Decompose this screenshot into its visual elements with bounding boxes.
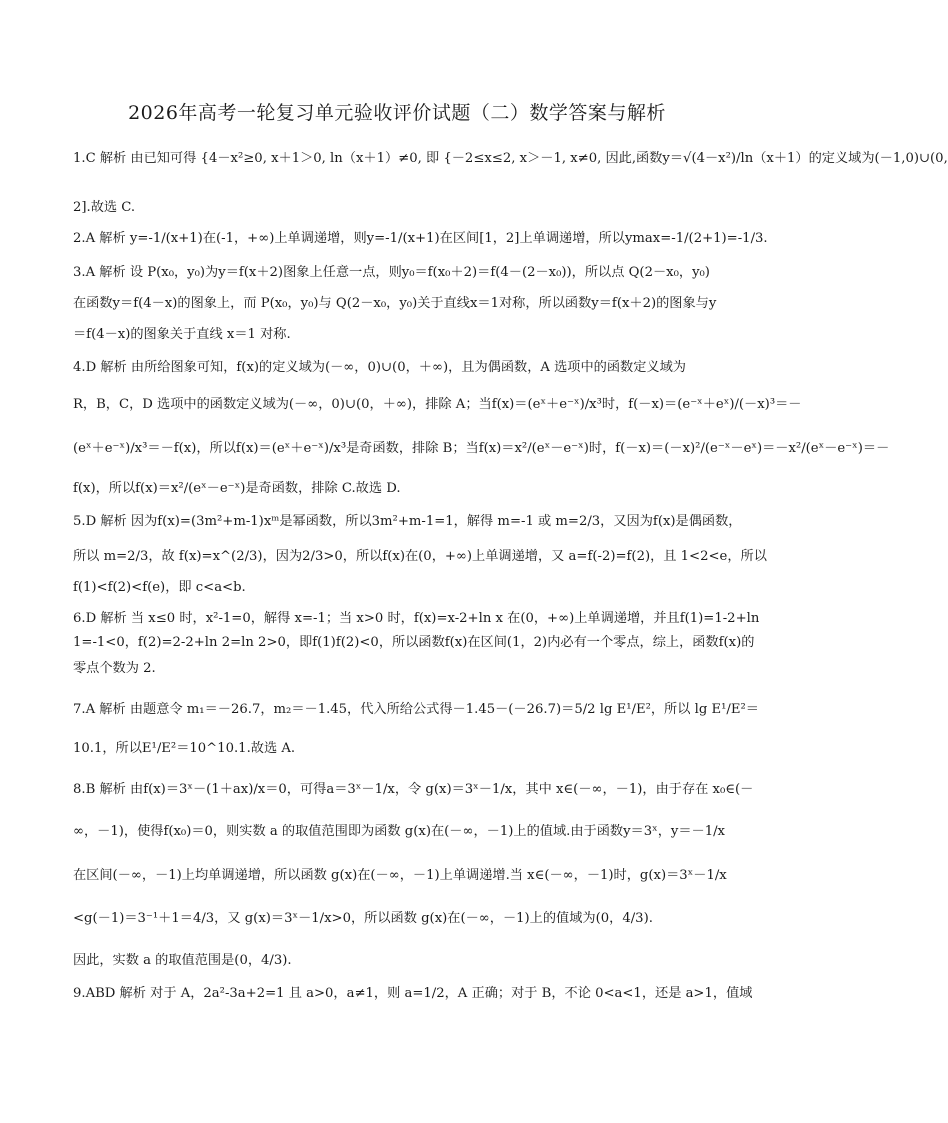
answer-6-line-3: 零点个数为 2. (73, 661, 156, 676)
page-title: 2026年高考一轮复习单元验收评价试题（二）数学答案与解析 (128, 102, 666, 124)
answer-4-line-4: f(x)，所以f(x)＝x²/(eˣ－e⁻ˣ)是奇函数，排除 C.故选 D. (73, 481, 401, 496)
answer-5-line-3: f(1)<f(2)<f(e)，即 c<a<b. (73, 580, 246, 595)
answer-3-line-3: ＝f(4－x)的图象关于直线 x＝1 对称. (73, 327, 291, 342)
answer-7-line-1: 7.A 解析 由题意令 m₁＝－26.7，m₂＝－1.45，代入所给公式得－1.45－(－26.7)＝5/2 lg E¹/E²，所以 lg E¹/E²＝ (73, 702, 759, 717)
answer-1-line-1: 1.C 解析 由已知可得 {4－x²≥0, x＋1＞0, ln（x＋1）≠0, 即 {－2≤x≤2, x＞－1, x≠0, 因此,函数y＝√(4－x²)/ln（x＋1）的定义域为(－1,0)∪(0, (73, 151, 948, 166)
answer-5-line-1: 5.D 解析 因为f(x)=(3m²+m-1)xᵐ是幂函数，所以3m²+m-1=1，解得 m=-1 或 m=2/3，又因为f(x)是偶函数， (73, 514, 742, 529)
answer-4-line-2: R，B，C，D 选项中的函数定义域为(－∞，0)∪(0，＋∞)，排除 A；当f(x)＝(eˣ＋e⁻ˣ)/x³时，f(－x)＝(e⁻ˣ＋eˣ)/(－x)³＝－ (73, 397, 802, 412)
answer-3-line-2: 在函数y＝f(4－x)的图象上，而 P(x₀，y₀)与 Q(2－x₀，y₀)关于直线x＝1对称，所以函数y＝f(x＋2)的图象与y (73, 296, 717, 311)
answer-7-line-2: 10.1，所以E¹/E²＝10^10.1.故选 A. (73, 741, 296, 756)
answer-4-line-1: 4.D 解析 由所给图象可知，f(x)的定义域为(－∞，0)∪(0，＋∞)，且为偶函数，A 选项中的函数定义域为 (73, 360, 686, 375)
answer-8-line-5: 因此，实数 a 的取值范围是(0，4/3). (73, 953, 292, 968)
answer-8-line-1: 8.B 解析 由f(x)＝3ˣ－(1＋ax)/x＝0，可得a＝3ˣ－1/x，令 g(x)＝3ˣ－1/x，其中 x∈(－∞，－1)，由于存在 x₀∈(－ (73, 782, 754, 797)
answer-2-line-1: 2.A 解析 y=-1/(x+1)在(-1，+∞)上单调递增，则y=-1/(x+1)在区间[1，2]上单调递增，所以ymax=-1/(2+1)=-1/3. (73, 231, 768, 246)
answer-6-line-1: 6.D 解析 当 x≤0 时，x²-1=0，解得 x=-1；当 x>0 时，f(x)=x-2+ln x 在(0，+∞)上单调递增，并且f(1)=1-2+ln (73, 611, 760, 626)
answer-8-line-4: <g(－1)＝3⁻¹＋1＝4/3，又 g(x)＝3ˣ－1/x>0，所以函数 g(x)在(－∞，－1)上的值域为(0，4/3). (73, 911, 653, 926)
answer-1-line-2: 2].故选 C. (73, 200, 136, 215)
answer-6-line-2: 1=-1<0，f(2)=2-2+ln 2=ln 2>0，即f(1)f(2)<0，所以函数f(x)在区间(1，2)内必有一个零点，综上，函数f(x)的 (73, 635, 755, 650)
answer-4-line-3: (eˣ＋e⁻ˣ)/x³＝－f(x)，所以f(x)＝(eˣ＋e⁻ˣ)/x³是奇函数，排除 B；当f(x)＝x²/(eˣ－e⁻ˣ)时，f(－x)＝(－x)²/(e⁻ˣ－eˣ)＝－x²/(eˣ－e⁻ˣ)＝－ (73, 441, 890, 456)
answer-3-line-1: 3.A 解析 设 P(x₀，y₀)为y＝f(x＋2)图象上任意一点，则y₀＝f(x₀＋2)＝f(4－(2－x₀))，所以点 Q(2－x₀，y₀) (73, 265, 710, 280)
answer-5-line-2: 所以 m=2/3，故 f(x)=x^(2/3)，因为2/3>0，所以f(x)在(0，+∞)上单调递增，又 a=f(-2)=f(2)，且 1<2<e，所以 (73, 549, 767, 564)
answer-9-line-1: 9.ABD 解析 对于 A，2a²-3a+2=1 且 a>0，a≠1，则 a=1/2，A 正确；对于 B，不论 0<a<1，还是 a>1，值域 (73, 986, 753, 1001)
answer-8-line-2: ∞，－1)，使得f(x₀)＝0，则实数 a 的取值范围即为函数 g(x)在(－∞，－1)上的值域.由于函数y＝3ˣ，y＝－1/x (73, 824, 725, 839)
answer-8-line-3: 在区间(－∞，－1)上均单调递增，所以函数 g(x)在(－∞，－1)上单调递增.当 x∈(－∞，－1)时，g(x)＝3ˣ－1/x (73, 868, 727, 883)
